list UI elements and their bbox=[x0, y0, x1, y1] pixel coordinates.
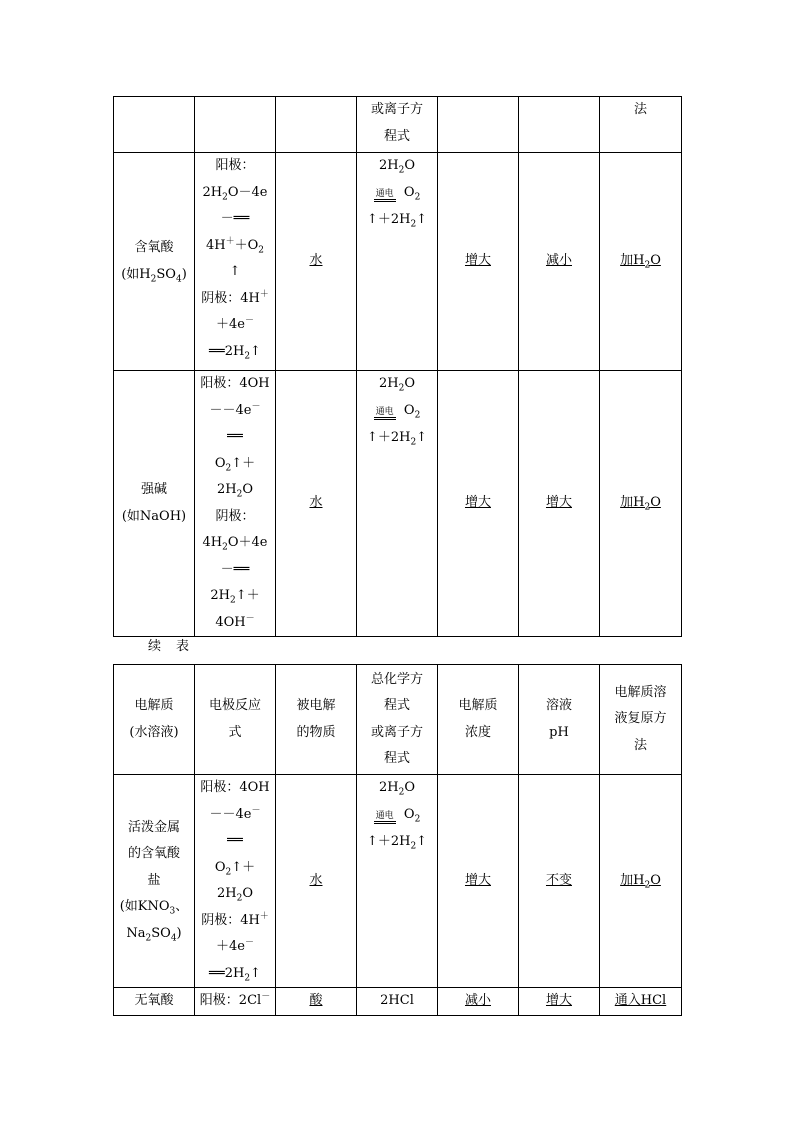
reaction-line: －－4e－ bbox=[209, 805, 261, 822]
electrolyte-example: (如$H_2SO_4$) bbox=[121, 266, 187, 285]
reaction-line: －－4e－ bbox=[209, 401, 261, 418]
reaction-line: 阳极： bbox=[215, 158, 255, 173]
header-text: (水溶液) bbox=[129, 724, 179, 740]
equation-line: $↑+2H_2↑$ bbox=[366, 212, 428, 230]
ph-cell bbox=[519, 371, 600, 637]
equation-line: 通电 $O_2$ bbox=[375, 184, 421, 203]
header-cell-empty bbox=[438, 97, 519, 153]
electrode-reaction-cell bbox=[195, 988, 276, 1016]
electrolyte-example: (如$KNO_3$、 bbox=[119, 899, 189, 917]
total-equation-cell bbox=[357, 371, 438, 637]
reaction-line: $══2H_2↑$ bbox=[209, 343, 261, 362]
reaction-line: ↑ bbox=[229, 264, 241, 279]
reaction-line: ＋4e－ bbox=[216, 937, 254, 954]
table-header-tail-row bbox=[114, 97, 682, 153]
electrolyzed-substance-cell bbox=[276, 371, 357, 637]
header-text: 或离子方 bbox=[370, 724, 423, 740]
concentration-value: 增大 bbox=[464, 495, 491, 511]
concentration-cell bbox=[438, 775, 519, 988]
table-header-row bbox=[114, 665, 682, 775]
header-cell-empty bbox=[519, 97, 600, 153]
header-text: 式 bbox=[228, 724, 242, 740]
electrolyte-cell bbox=[114, 371, 195, 637]
equation-line: $2H_2O$ bbox=[378, 780, 415, 798]
header-cell-concentration bbox=[438, 665, 519, 775]
ph-value: 增大 bbox=[545, 993, 572, 1009]
reaction-line: $══2H_2↑$ bbox=[209, 965, 261, 984]
ph-value: 增大 bbox=[545, 495, 572, 511]
ph-value: 减小 bbox=[545, 253, 572, 269]
reaction-line: ＋4e－ bbox=[216, 315, 254, 332]
reaction-line: $4H^++O_2$ bbox=[205, 236, 265, 256]
reaction-line: 阳极：4OH bbox=[200, 376, 270, 391]
electrolyte-cell bbox=[114, 988, 195, 1016]
concentration-value: 增大 bbox=[464, 872, 491, 888]
header-text: 法 bbox=[633, 102, 647, 117]
header-text: 浓度 bbox=[464, 724, 491, 740]
reaction-line: 4OH－ bbox=[215, 613, 255, 630]
electrode-reaction-cell bbox=[195, 775, 276, 988]
reaction-line: －══ bbox=[220, 211, 250, 226]
header-cell-total-equation bbox=[357, 665, 438, 775]
continued-label-char: 表 bbox=[176, 639, 191, 654]
total-equation-cell bbox=[357, 153, 438, 371]
reaction-line: －══ bbox=[220, 561, 250, 577]
restore-cell bbox=[600, 775, 682, 988]
electrolyte-cell bbox=[114, 775, 195, 988]
table-row bbox=[114, 988, 682, 1016]
electrode-reaction-cell bbox=[195, 371, 276, 637]
electrolysis-table-part2 bbox=[113, 664, 682, 1016]
reaction-line: 阴极：4H＋ bbox=[201, 911, 269, 928]
reaction-line: $2H_2O$ bbox=[216, 886, 253, 904]
header-text: 程式 bbox=[383, 751, 410, 766]
header-text: 总化学方 bbox=[370, 671, 423, 687]
reaction-line: ══ bbox=[227, 833, 243, 848]
reaction-line: $O_2↑+$ bbox=[214, 859, 256, 878]
electrolyzed-substance: 水 bbox=[309, 872, 323, 888]
restore-method: 加$H_2O$ bbox=[620, 872, 661, 891]
electrolyzed-substance: 酸 bbox=[309, 993, 323, 1009]
reaction-line: ══ bbox=[227, 429, 243, 444]
header-text: 的物质 bbox=[296, 724, 336, 740]
concentration-cell bbox=[438, 988, 519, 1016]
reaction-line: 阴极： bbox=[215, 508, 255, 524]
restore-cell bbox=[600, 371, 682, 637]
header-text: 法 bbox=[633, 737, 647, 753]
restore-method: 加$H_2O$ bbox=[620, 495, 661, 513]
equation-line: 通电 $O_2$ bbox=[375, 402, 421, 421]
equation-line: $↑+2H_2↑$ bbox=[366, 834, 428, 852]
header-text: 程式 bbox=[383, 128, 410, 144]
continued-label-char: 续 bbox=[148, 639, 163, 654]
equation-line: 通电 $O_2$ bbox=[375, 806, 421, 825]
header-text: pH bbox=[549, 724, 569, 740]
header-cell-electrode-reaction bbox=[195, 665, 276, 775]
header-cell-ph bbox=[519, 665, 600, 775]
ph-value: 不变 bbox=[545, 872, 572, 888]
equation-line: $↑+2H_2↑$ bbox=[366, 430, 428, 448]
electrolyte-example: (如NaOH) bbox=[121, 508, 187, 524]
header-cell-equation-tail bbox=[357, 97, 438, 153]
equation-line: $2H_2O$ bbox=[378, 158, 415, 176]
reaction-line: 阳极：4OH bbox=[200, 780, 270, 795]
header-text: 或离子方 bbox=[370, 102, 423, 117]
ph-cell bbox=[519, 153, 600, 371]
electrolyte-name: 强碱 bbox=[140, 482, 167, 497]
header-cell-empty bbox=[276, 97, 357, 153]
header-cell-restore bbox=[600, 665, 682, 775]
total-equation-cell bbox=[357, 988, 438, 1016]
electrolyte-name: 活泼金属 bbox=[127, 819, 180, 835]
equation-line: $2H_2O$ bbox=[378, 376, 415, 394]
header-cell-electrolyzed bbox=[276, 665, 357, 775]
header-cell-electrolyte bbox=[114, 665, 195, 775]
header-text: 被电解 bbox=[296, 698, 336, 713]
electrolyte-example: $Na_2SO_4$) bbox=[126, 925, 182, 944]
condition-label: 通电 bbox=[374, 811, 396, 824]
reaction-line: 阴极：4H＋ bbox=[201, 289, 269, 306]
header-text: 溶液 bbox=[545, 698, 572, 713]
electrolyte-name: 盐 bbox=[147, 872, 161, 888]
electrolysis-table-part1 bbox=[113, 96, 682, 637]
header-cell-restore-tail bbox=[600, 97, 682, 153]
continued-table-label bbox=[148, 636, 204, 658]
ph-cell bbox=[519, 775, 600, 988]
header-cell-empty bbox=[114, 97, 195, 153]
header-text: 电极反应 bbox=[208, 698, 261, 713]
condition-label: 通电 bbox=[374, 189, 396, 202]
electrolyzed-substance-cell bbox=[276, 988, 357, 1016]
electrolyte-name: 无氧酸 bbox=[134, 993, 174, 1009]
electrolyzed-substance-cell bbox=[276, 153, 357, 371]
reaction-line: $4H_2O+4e$ bbox=[202, 535, 268, 553]
reaction-line: $2H_2O$ bbox=[216, 482, 253, 500]
concentration-cell bbox=[438, 371, 519, 637]
restore-cell bbox=[600, 153, 682, 371]
electrolyzed-substance: 水 bbox=[309, 253, 323, 269]
condition-label: 通电 bbox=[374, 407, 396, 420]
electrolyzed-substance: 水 bbox=[309, 495, 323, 511]
reaction-line: $2H_2O-4e$ bbox=[202, 184, 268, 203]
header-text: 电解质溶 bbox=[614, 684, 667, 700]
table-row bbox=[114, 153, 682, 371]
header-text: 电解质 bbox=[134, 698, 174, 713]
reaction-line: $2H_2↑+$ bbox=[210, 588, 260, 606]
restore-method: 加$H_2O$ bbox=[620, 253, 661, 271]
reaction-line: $O_2↑+$ bbox=[214, 455, 256, 474]
total-equation-cell bbox=[357, 775, 438, 988]
header-text: 液复原方 bbox=[614, 711, 667, 727]
electrolyte-cell bbox=[114, 153, 195, 371]
equation-line: 2HCl bbox=[380, 993, 414, 1009]
electrolyzed-substance-cell bbox=[276, 775, 357, 988]
header-text: 程式 bbox=[383, 698, 410, 713]
electrolyte-name: 含氧酸 bbox=[134, 240, 174, 255]
concentration-value: 减小 bbox=[464, 993, 491, 1009]
concentration-cell bbox=[438, 153, 519, 371]
restore-method: 通入HCl bbox=[614, 993, 667, 1009]
table-row bbox=[114, 371, 682, 637]
restore-cell bbox=[600, 988, 682, 1016]
ph-cell bbox=[519, 988, 600, 1016]
electrolyte-name: 的含氧酸 bbox=[127, 846, 180, 862]
table-row bbox=[114, 775, 682, 988]
concentration-value: 增大 bbox=[464, 253, 491, 269]
header-cell-empty bbox=[195, 97, 276, 153]
header-text: 电解质 bbox=[458, 698, 498, 713]
electrode-reaction-cell bbox=[195, 153, 276, 371]
reaction-line: 阳极：2Cl－ bbox=[199, 991, 271, 1009]
